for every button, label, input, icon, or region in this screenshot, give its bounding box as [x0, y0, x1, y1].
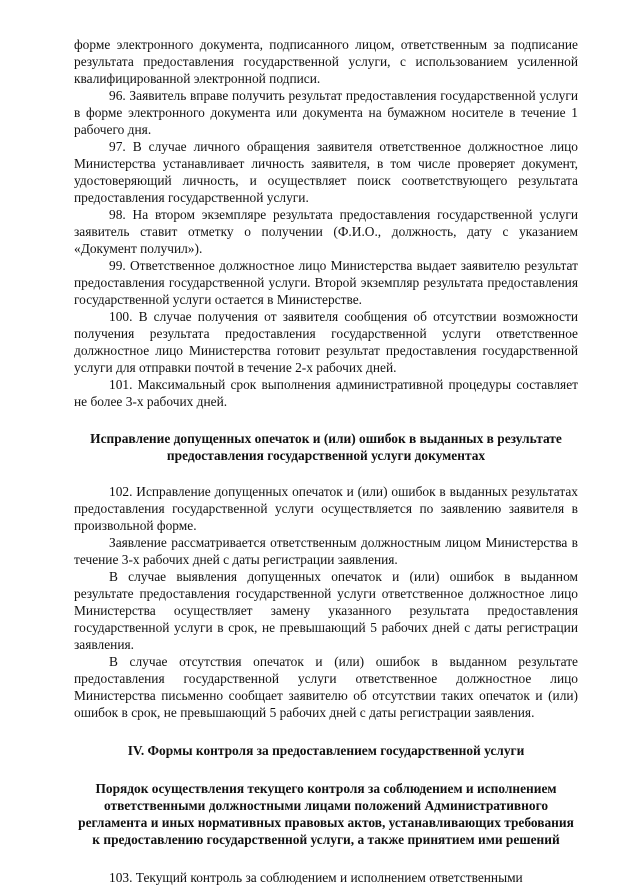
heading-control-order: Порядок осуществления текущего контроля за соблюдением и исполнением ответственными должностными лицами положений Административного регламента и иных нормативных правовых актов, устанавливающих требования к предоставлению государственной услуги, а также принятием ими решений — [78, 781, 574, 847]
paragraph-97: 97. В случае личного обращения заявителя ответственное должностное лицо Министерства устанавливает личность заявителя, в том числе проверяет документ, удостоверяющий личность, и осуществляет поиск соответствующего результата предоставления государственной услуги. — [74, 139, 578, 205]
paragraph-98: 98. На втором экземпляре результата предоставления государственной услуги заявитель ставит отметку о получении (Ф.И.О., должность, дату с указанием «Документ получил»). — [74, 207, 578, 256]
paragraph-no-errors: В случае отсутствия опечаток и (или) ошибок в выданном результате предоставления государственной услуги ответственное должностное лицо Министерства письменно сообщает заявителю об отсутствии таких опечаток и (или) ошибок в срок, не превышающий 5 рабочих дней с даты регистрации заявления. — [74, 654, 578, 720]
paragraph-errors-found: В случае выявления допущенных опечаток и (или) ошибок в выданном результате предоставления государственной услуги ответственное должностное лицо Министерства осуществляет замену указанного результата предоставления государственной услуги в срок, не превышающий 5 рабочих дней с даты регистрации заявления. — [74, 569, 578, 652]
paragraph-99: 99. Ответственное должностное лицо Министерства выдает заявителю результат предоставления государственной услуги. Второй экземпляр результата предоставления государственной услуги остается в Министерстве. — [74, 258, 578, 307]
paragraph-96: 96. Заявитель вправе получить результат предоставления государственной услуги в форме электронного документа или документа на бумажном носителе в течение 1 рабочего дня. — [74, 88, 578, 137]
paragraph-103: 103. Текущий контроль за соблюдением и исполнением ответственными — [109, 870, 523, 885]
paragraph-95-continuation: форме электронного документа, подписанного лицом, ответственным за подписание результата предоставления государственной услуги, с использованием усиленной квалифицированной электронной подписи. — [74, 37, 578, 86]
paragraph-application-review: Заявление рассматривается ответственным должностным лицом Министерства в течение 3-х рабочих дней с даты регистрации заявления. — [74, 535, 578, 567]
heading-section-4: IV. Формы контроля за предоставлением государственной услуги — [127, 743, 525, 758]
paragraph-101: 101. Максимальный срок выполнения административной процедуры составляет не более 3-х рабочих дней. — [74, 377, 578, 409]
paragraph-102: 102. Исправление допущенных опечаток и (или) ошибок в выданных результатах предоставления государственной услуги осуществляется по заявлению заявителя в произвольной форме. — [74, 484, 578, 533]
paragraph-100: 100. В случае получения от заявителя сообщения об отсутствии возможности получения результата предоставления государственной услуги ответственное должностное лицо Министерства готовит результат предоставления государственной услуги для отправки почтой в течение 2-х рабочих дней. — [74, 309, 578, 375]
heading-corrections: Исправление допущенных опечаток и (или) ошибок в выданных в результате предоставления государственной услуги документах — [90, 431, 562, 463]
